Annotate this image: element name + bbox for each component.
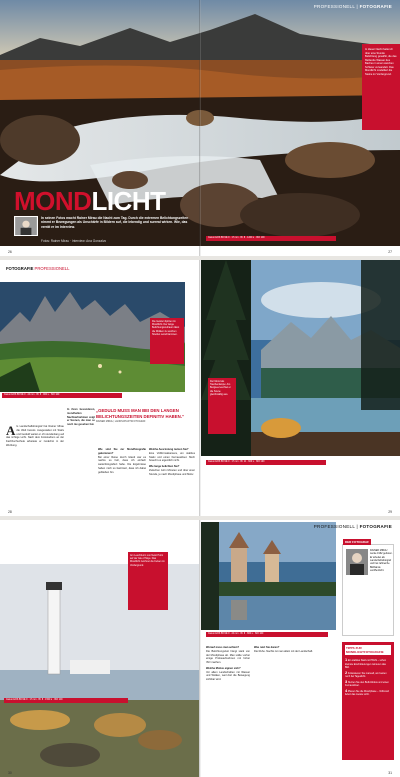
tip-item: 2 Fokussieren Sie manuell, am besten noch bei Tageslicht. [345,669,387,679]
tip-item: 1 Ein stabiles Stativ ist Pflicht – schon kleinste Erschütterungen ruinieren das Bild. [345,657,387,670]
exif-bar-castle: Canon EOS 5D Mk II · 24 mm · Bl. 8 · 800 s · ISO 100 [206,632,328,637]
tip-text-4: Planen Sie die Mondphase – Vollmond liefert das meiste Licht. [345,689,389,697]
tip-item: 4 Planen Sie die Mondphase – Vollmond liefert das meiste Licht. [345,687,389,697]
section-sub-label: PROFESSIONELL [313,524,355,529]
photographer-portrait-icon [346,549,368,575]
interview-answer-1: Die Belichtungszeit hängt stark von der Mondphase ab. Man sollte vorher einige Probeaufnahmen mit hoher ISO machen. [206,649,250,664]
interview-question-1: Worauf muss man achten? [206,646,240,649]
photographer-tag: DER FOTOGRAF [345,540,369,544]
author-portrait [14,216,38,236]
interview-question-1: Wie sind Sie zur Mondfotografie gekommen? [98,448,146,455]
section-main-label: FOTOGRAFIE [6,266,34,271]
page-number-right: 29 [388,510,392,514]
lighthouse-illustration [0,520,199,777]
page-number-left: 28 [8,510,12,514]
body-column-3 [149,446,195,508]
headline-word-red: MOND [14,186,92,216]
spread-dolomites-lake [0,260,400,516]
tip-text-1: Ein stabiles Stativ ist Pflicht – schon kleinste Erschütterungen ruinieren das Bild. [345,659,387,670]
article-headline [14,188,165,214]
section-header-right: PROFESSIONELL | FOTOGRAFIE [313,524,392,529]
byline: Fotos: Rainer Mirau · Interview: Ana Gonzalvo [41,239,107,243]
pull-quote-text: „GEDULD MUSS MAN BEI DEN LANGEN BELICHTUNGSZEITEN DEFINITIV HABEN.“ [96,408,185,419]
exif-bar-lake: Canon EOS 5D Mk II · 17 mm · Bl. 11 · 600 s · ISO 100 [206,460,326,465]
body-text-left: ls Landschaftsfotograf hat Rainer Mirau die Welt bereist. Ausgestattet mit Stativ und Geduld wartet er oft stundenlang auf das richtige Licht. Nach dem Fotostudium an der Fachhochschule arbeitete er zunächst in der Werbung. [6,425,64,447]
section-header-left [6,266,69,271]
tips-box [342,642,394,760]
body-column-2 [98,446,146,508]
interview-answer-2: Vor allem Landschaften mit Wasser und Wolken, weil dort die Bewegung sichtbar wird. [206,670,250,681]
page-gutter [199,0,201,256]
interview-question-3: Was reizt Sie daran? [254,646,280,649]
side-caption: In dieser Nacht hatte ich über eine Stunde Belichtung gewählt, die das fließende Wasser des Baches in einen weichen Schleier verwandelt. Das Mondlicht modelliert die Steine im Vordergrund. [362,44,400,130]
photographer-bio: RAINER MIRAU wurde 1962 geboren. Er arbeitet als Landschaftsfotograf und hat zahlreiche Bildbände veröffentlicht. [370,549,393,573]
body-column-1 [6,425,64,507]
interview-answer-3: Die Ruhe. Nachts ist man allein mit der Landschaft. [254,649,313,653]
photographer-box [342,540,394,636]
caption-lighthouse: Am Leuchtturm von Neist Point auf der Isle of Skye. Das Mondlicht zeichnet die Felsen im Vordergrund. [128,552,168,610]
interview-answer-3: Zwischen zehn Minuten und über einer Stunde, je nach Mondphase und Motiv. [149,468,195,476]
page-number-right: 31 [388,771,392,775]
page-gutter [199,260,201,516]
page-number-right: 27 [388,250,392,254]
photo-exif-bar: Canon EOS 5D Mk II · 17 mm · Bl. 8 · 1200 s · ISO 100 [206,236,336,241]
drop-cap: A [6,425,16,438]
section-main-label: FOTOGRAFIE [359,524,392,529]
body-column-b [254,644,338,766]
interview-answer-2: Eine Vollformatkamera, ein stabiles Stativ und einen Fernauslöser. Mehr braucht es eigentlich nicht. [149,451,195,463]
caption-lake: Der Mond als Taschenlampe: Am Bergsee leuchtet er die Szene gleichmäßig aus. [208,378,236,434]
page-gutter [199,520,201,777]
interview-answer-1: Bei einer Reise durch Island war es nachts so hell, dass ich einfach weiterfotografiert habe. Die Ergebnisse haben mich so fasziniert, dass ich dabei geblieben bin. [98,455,146,474]
page-number-left: 26 [8,250,12,254]
section-header-right: PROFESSIONELL | FOTOGRAFIE [313,4,392,9]
tip-text-2: Fokussieren Sie manuell, am besten noch bei Tageslicht. [345,671,387,679]
section-main-label: FOTOGRAFIE [359,4,392,9]
section-sub-label: PROFESSIONELL [313,4,355,9]
interview-question-2: Welche Motive eignen sich? [206,666,241,670]
section-sub-label: PROFESSIONELL [34,266,70,271]
article-lead: In seinen Fotos macht Rainer Mirau die Nacht zum Tag. Durch die extremen Belichtungszeiten nimmt er Bewegungen als Unschärfe in Bildern auf, die lebendig und surreal wirken. Wie, das verrät er im Interview. [41,216,189,229]
exif-bar-dolomites: Canon EOS 5D Mk II · 24 mm · Bl. 8 · 900 s · ISO 100 [2,393,122,398]
portrait-icon [15,217,37,235]
tips-title: TIPPS ZUR MONDLICHTFOTOGRAFIE [345,645,391,655]
pull-quote-author: RAINER MIRAU, LANDSCHAFTSFOTOGRAF [96,420,146,424]
castle-illustration [201,522,336,630]
tip-text-3: Nutzen Sie den Bulb-Modus und einen Fernauslöser. [345,680,389,688]
interview-question-2: Welche Ausrüstung nutzen Sie? [149,448,189,451]
page-number-left: 30 [8,771,12,775]
spread-opener [0,0,400,256]
headline-word-white: LICHT [91,186,166,216]
photo-castle [201,522,336,630]
exif-bar-lighthouse: Canon EOS 5D Mk II · 17 mm · Bl. 8 · 1500 s · ISO 100 [4,698,128,703]
spread-lighthouse-castle [0,520,400,777]
intro-column: In ihren besonderen, mondhellen Nachtaufnahmen zeigt er Szenen, die man so noch nie gesehen hat. [67,408,95,426]
body-column-a [206,644,250,766]
photo-lighthouse [0,520,199,777]
caption-dolomites: Die Geisler-Spitzen im Mondlicht. Der lange Belichtungszeitraum lässt die Wolken zu weichen Streifen verschwimmen. [150,318,184,364]
interview-question-3: Wie lange belichten Sie? [149,465,180,468]
pull-quote [96,408,196,423]
tip-item: 3 Nutzen Sie den Bulb-Modus und einen Fernauslöser. [345,678,389,688]
